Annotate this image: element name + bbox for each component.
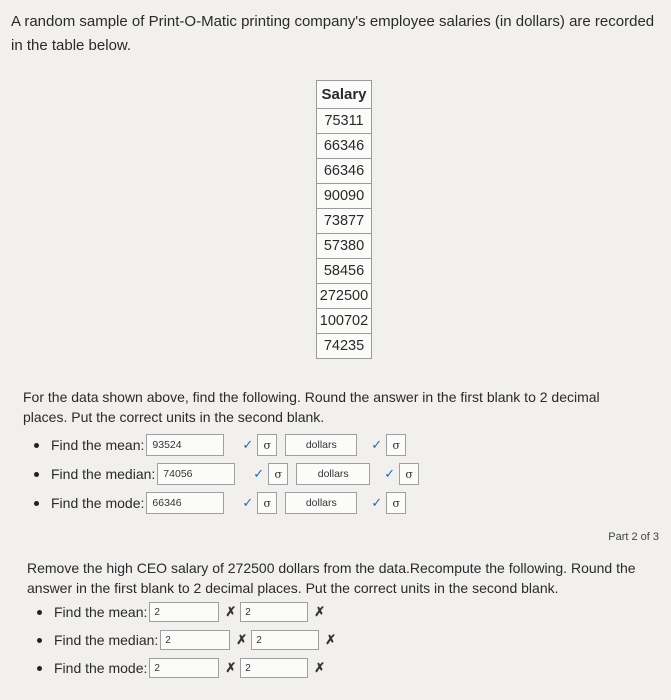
table-cell: 66346: [317, 159, 372, 184]
mean-label: Find the mean:: [51, 437, 145, 453]
check-icon: ✓: [242, 495, 254, 510]
sigma-icon[interactable]: σ: [386, 434, 406, 456]
part-indicator: Part 2 of 3: [608, 531, 659, 543]
median-label: Find the median:: [51, 466, 156, 482]
table-cell: 66346: [317, 134, 372, 159]
table-cell: 90090: [317, 184, 372, 209]
mean-unit-input[interactable]: 2: [240, 602, 308, 622]
x-icon: ✗: [225, 604, 237, 619]
table-cell: 272500: [317, 284, 372, 309]
mode-label: Find the mode:: [54, 660, 148, 676]
part2-median-row: [37, 630, 336, 650]
table-cell: 74235: [317, 334, 372, 359]
mean-unit-input[interactable]: dollars: [285, 434, 357, 456]
part2-mean-row: [37, 602, 325, 622]
x-icon: ✗: [225, 660, 237, 675]
x-icon: ✗: [314, 604, 326, 619]
sigma-icon[interactable]: σ: [386, 492, 406, 514]
bullet: [34, 443, 39, 448]
table-cell: 57380: [317, 234, 372, 259]
bullet: [37, 610, 42, 615]
mean-label: Find the mean:: [54, 604, 148, 620]
x-icon: ✗: [325, 632, 337, 647]
part1-instructions: For the data shown above, find the following. Round the answer in the first blank to 2 decimal places. Put the correct units in the second blank.: [23, 389, 600, 425]
bullet: [34, 501, 39, 506]
median-answer-input[interactable]: 74056: [157, 463, 235, 485]
median-unit-input[interactable]: 2: [251, 630, 319, 650]
table-header: Salary: [317, 81, 372, 109]
mode-unit-input[interactable]: 2: [240, 658, 308, 678]
x-icon: ✗: [314, 660, 326, 675]
mode-answer-input[interactable]: 2: [149, 658, 219, 678]
table-cell: 73877: [317, 209, 372, 234]
mean-answer-input[interactable]: 93524: [146, 434, 224, 456]
part1-mean-row: [34, 434, 414, 456]
mean-answer-input[interactable]: 2: [149, 602, 219, 622]
check-icon: ✓: [371, 437, 383, 452]
bullet: [34, 472, 39, 477]
check-icon: ✓: [242, 437, 254, 452]
check-icon: ✓: [371, 495, 383, 510]
check-icon: ✓: [384, 466, 396, 481]
sigma-icon[interactable]: σ: [268, 463, 288, 485]
part2-instructions: Remove the high CEO salary of 272500 dollars from the data.Recompute the following. Round the answer in the first blank to 2 decimal places. Put the correct units in the second blank.: [27, 560, 636, 596]
x-icon: ✗: [236, 632, 248, 647]
median-label: Find the median:: [54, 632, 159, 648]
table-cell: 75311: [317, 109, 372, 134]
part2-mode-row: [37, 658, 325, 678]
sigma-icon[interactable]: σ: [399, 463, 419, 485]
bullet: [37, 666, 42, 671]
check-icon: ✓: [253, 466, 265, 481]
mode-unit-input[interactable]: dollars: [285, 492, 357, 514]
table-cell: 100702: [317, 309, 372, 334]
mode-label: Find the mode:: [51, 495, 145, 511]
bullet: [37, 638, 42, 643]
salary-table: [316, 80, 372, 359]
part1-median-row: [34, 463, 427, 485]
mode-answer-input[interactable]: 66346: [146, 492, 224, 514]
median-answer-input[interactable]: 2: [160, 630, 230, 650]
intro-text: A random sample of Print-O-Matic printing company's employee salaries (in dollars) are recorded in the table below.: [11, 13, 655, 54]
sigma-icon[interactable]: σ: [257, 434, 277, 456]
median-unit-input[interactable]: dollars: [296, 463, 370, 485]
sigma-icon[interactable]: σ: [257, 492, 277, 514]
table-cell: 58456: [317, 259, 372, 284]
part1-mode-row: [34, 492, 414, 514]
